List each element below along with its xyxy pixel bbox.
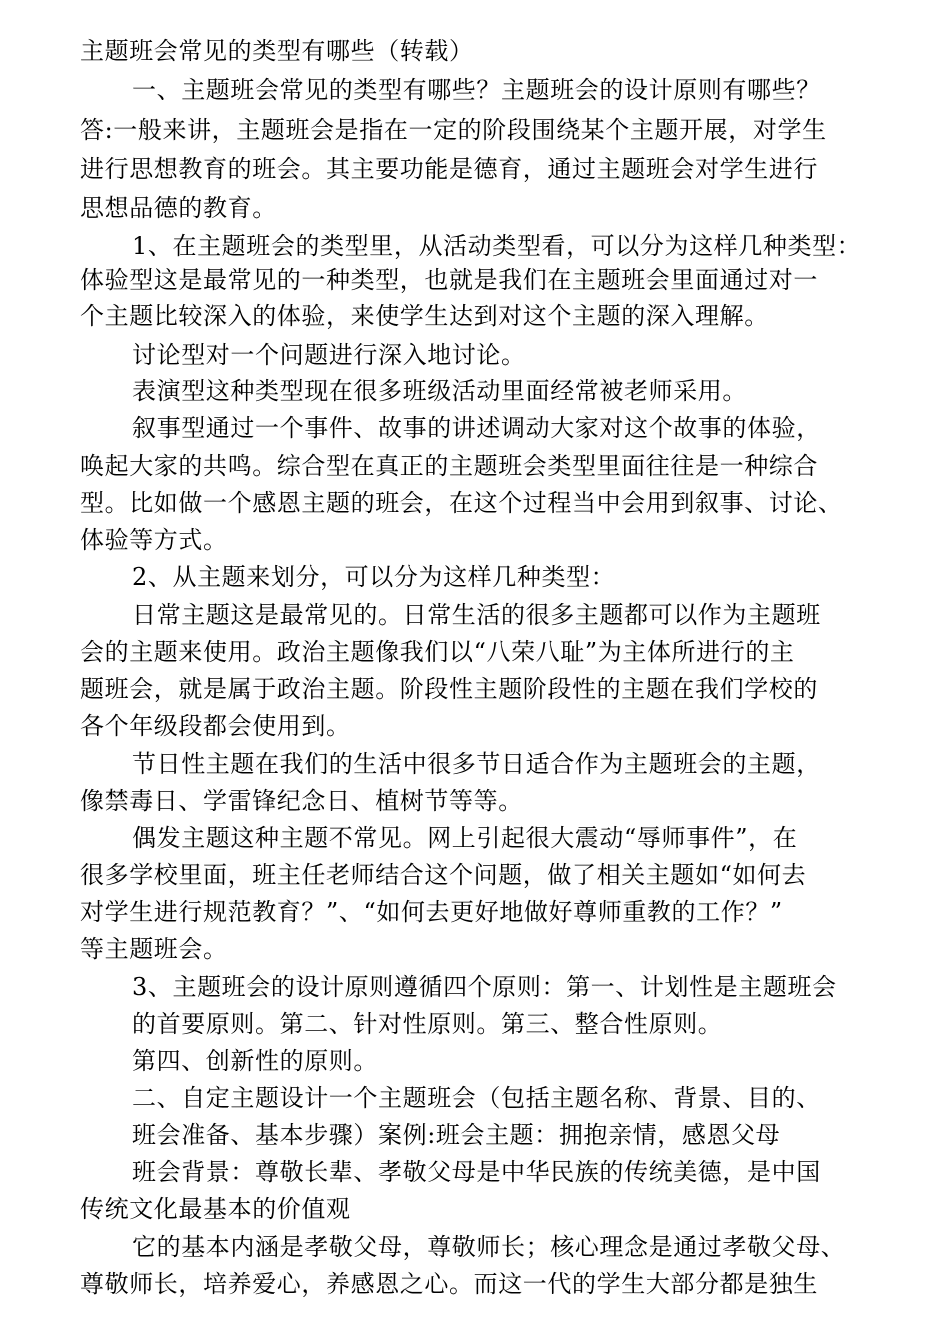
- text-line: 唤起大家的共鸣。综合型在真正的主题班会类型里面往往是一种综合: [80, 452, 818, 480]
- text-line: 节日性主题在我们的生活中很多节日适合作为主题班会的主题，: [132, 750, 821, 778]
- text-line: 会的主题来使用。政治主题像我们以“八荣八耻”为主体所进行的主: [80, 638, 795, 666]
- text-line: 很多学校里面，班主任老师结合这个问题，做了相关主题如“如何去: [80, 861, 807, 889]
- text-line: 班会准备、基本步骤）案例:班会主题：拥抱亲情，感恩父母: [132, 1121, 781, 1149]
- text-line: 等主题班会。: [80, 935, 228, 963]
- text-line: 各个年级段都会使用到。: [80, 712, 351, 740]
- text-line: 1、在主题班会的类型里，从活动类型看，可以分为这样几种类型：: [132, 232, 862, 260]
- text-line: 二、自定主题设计一个主题班会（包括主题名称、背景、目的、: [132, 1084, 821, 1112]
- text-line: 第四、创新性的原则。: [132, 1047, 378, 1075]
- text-line: 型。比如做一个感恩主题的班会，在这个过程当中会用到叙事、讨论、: [80, 489, 843, 517]
- text-line: 对学生进行规范教育？”、“如何去更好地做好尊师重教的工作？”: [80, 898, 783, 926]
- text-line: 题班会，就是属于政治主题。阶段性主题阶段性的主题在我们学校的: [80, 675, 818, 703]
- text-line: 答:一般来讲，主题班会是指在一定的阶段围绕某个主题开展，对学生: [80, 116, 827, 144]
- text-line: 偶发主题这种主题不常见。网上引起很大震动“辱师事件”，在: [132, 824, 798, 852]
- text-line: 讨论型对一个问题进行深入地讨论。: [132, 341, 526, 369]
- text-line: 班会背景：尊敬长辈、孝敬父母是中华民族的传统美德，是中国: [132, 1158, 821, 1186]
- text-line: 传统文化最基本的价值观: [80, 1195, 351, 1223]
- text-line: 日常主题这是最常见的。日常生活的很多主题都可以作为主题班: [132, 601, 821, 629]
- text-line: 思想品德的教育。: [80, 194, 277, 222]
- text-line: 个主题比较深入的体验，来使学生达到对这个主题的深入理解。: [80, 302, 769, 330]
- text-line: 一、主题班会常见的类型有哪些？主题班会的设计原则有哪些？: [132, 76, 821, 104]
- text-line: 3、主题班会的设计原则遵循四个原则：第一、计划性是主题班会: [132, 973, 837, 1001]
- text-line: 进行思想教育的班会。其主要功能是德育，通过主题班会对学生进行: [80, 155, 818, 183]
- text-line: 体验型这是最常见的一种类型，也就是我们在主题班会里面通过对一: [80, 266, 818, 294]
- text-line: 的首要原则。第二、针对性原则。第三、整合性原则。: [132, 1010, 723, 1038]
- text-line: 体验等方式。: [80, 526, 228, 554]
- text-line: 它的基本内涵是孝敬父母，尊敬师长；核心理念是通过孝敬父母、: [132, 1233, 846, 1261]
- text-line: 表演型这种类型现在很多班级活动里面经常被老师采用。: [132, 377, 747, 405]
- text-line: 尊敬师长，培养爱心，养感恩之心。而这一代的学生大部分都是独生: [80, 1270, 818, 1298]
- text-line: 2、从主题来划分，可以分为这样几种类型：: [132, 563, 616, 591]
- text-line: 像禁毒日、学雷锋纪念日、植树节等等。: [80, 787, 523, 815]
- text-line: 叙事型通过一个事件、故事的讲述调动大家对这个故事的体验，: [132, 414, 821, 442]
- document-title: 主题班会常见的类型有哪些（转载）: [80, 37, 474, 65]
